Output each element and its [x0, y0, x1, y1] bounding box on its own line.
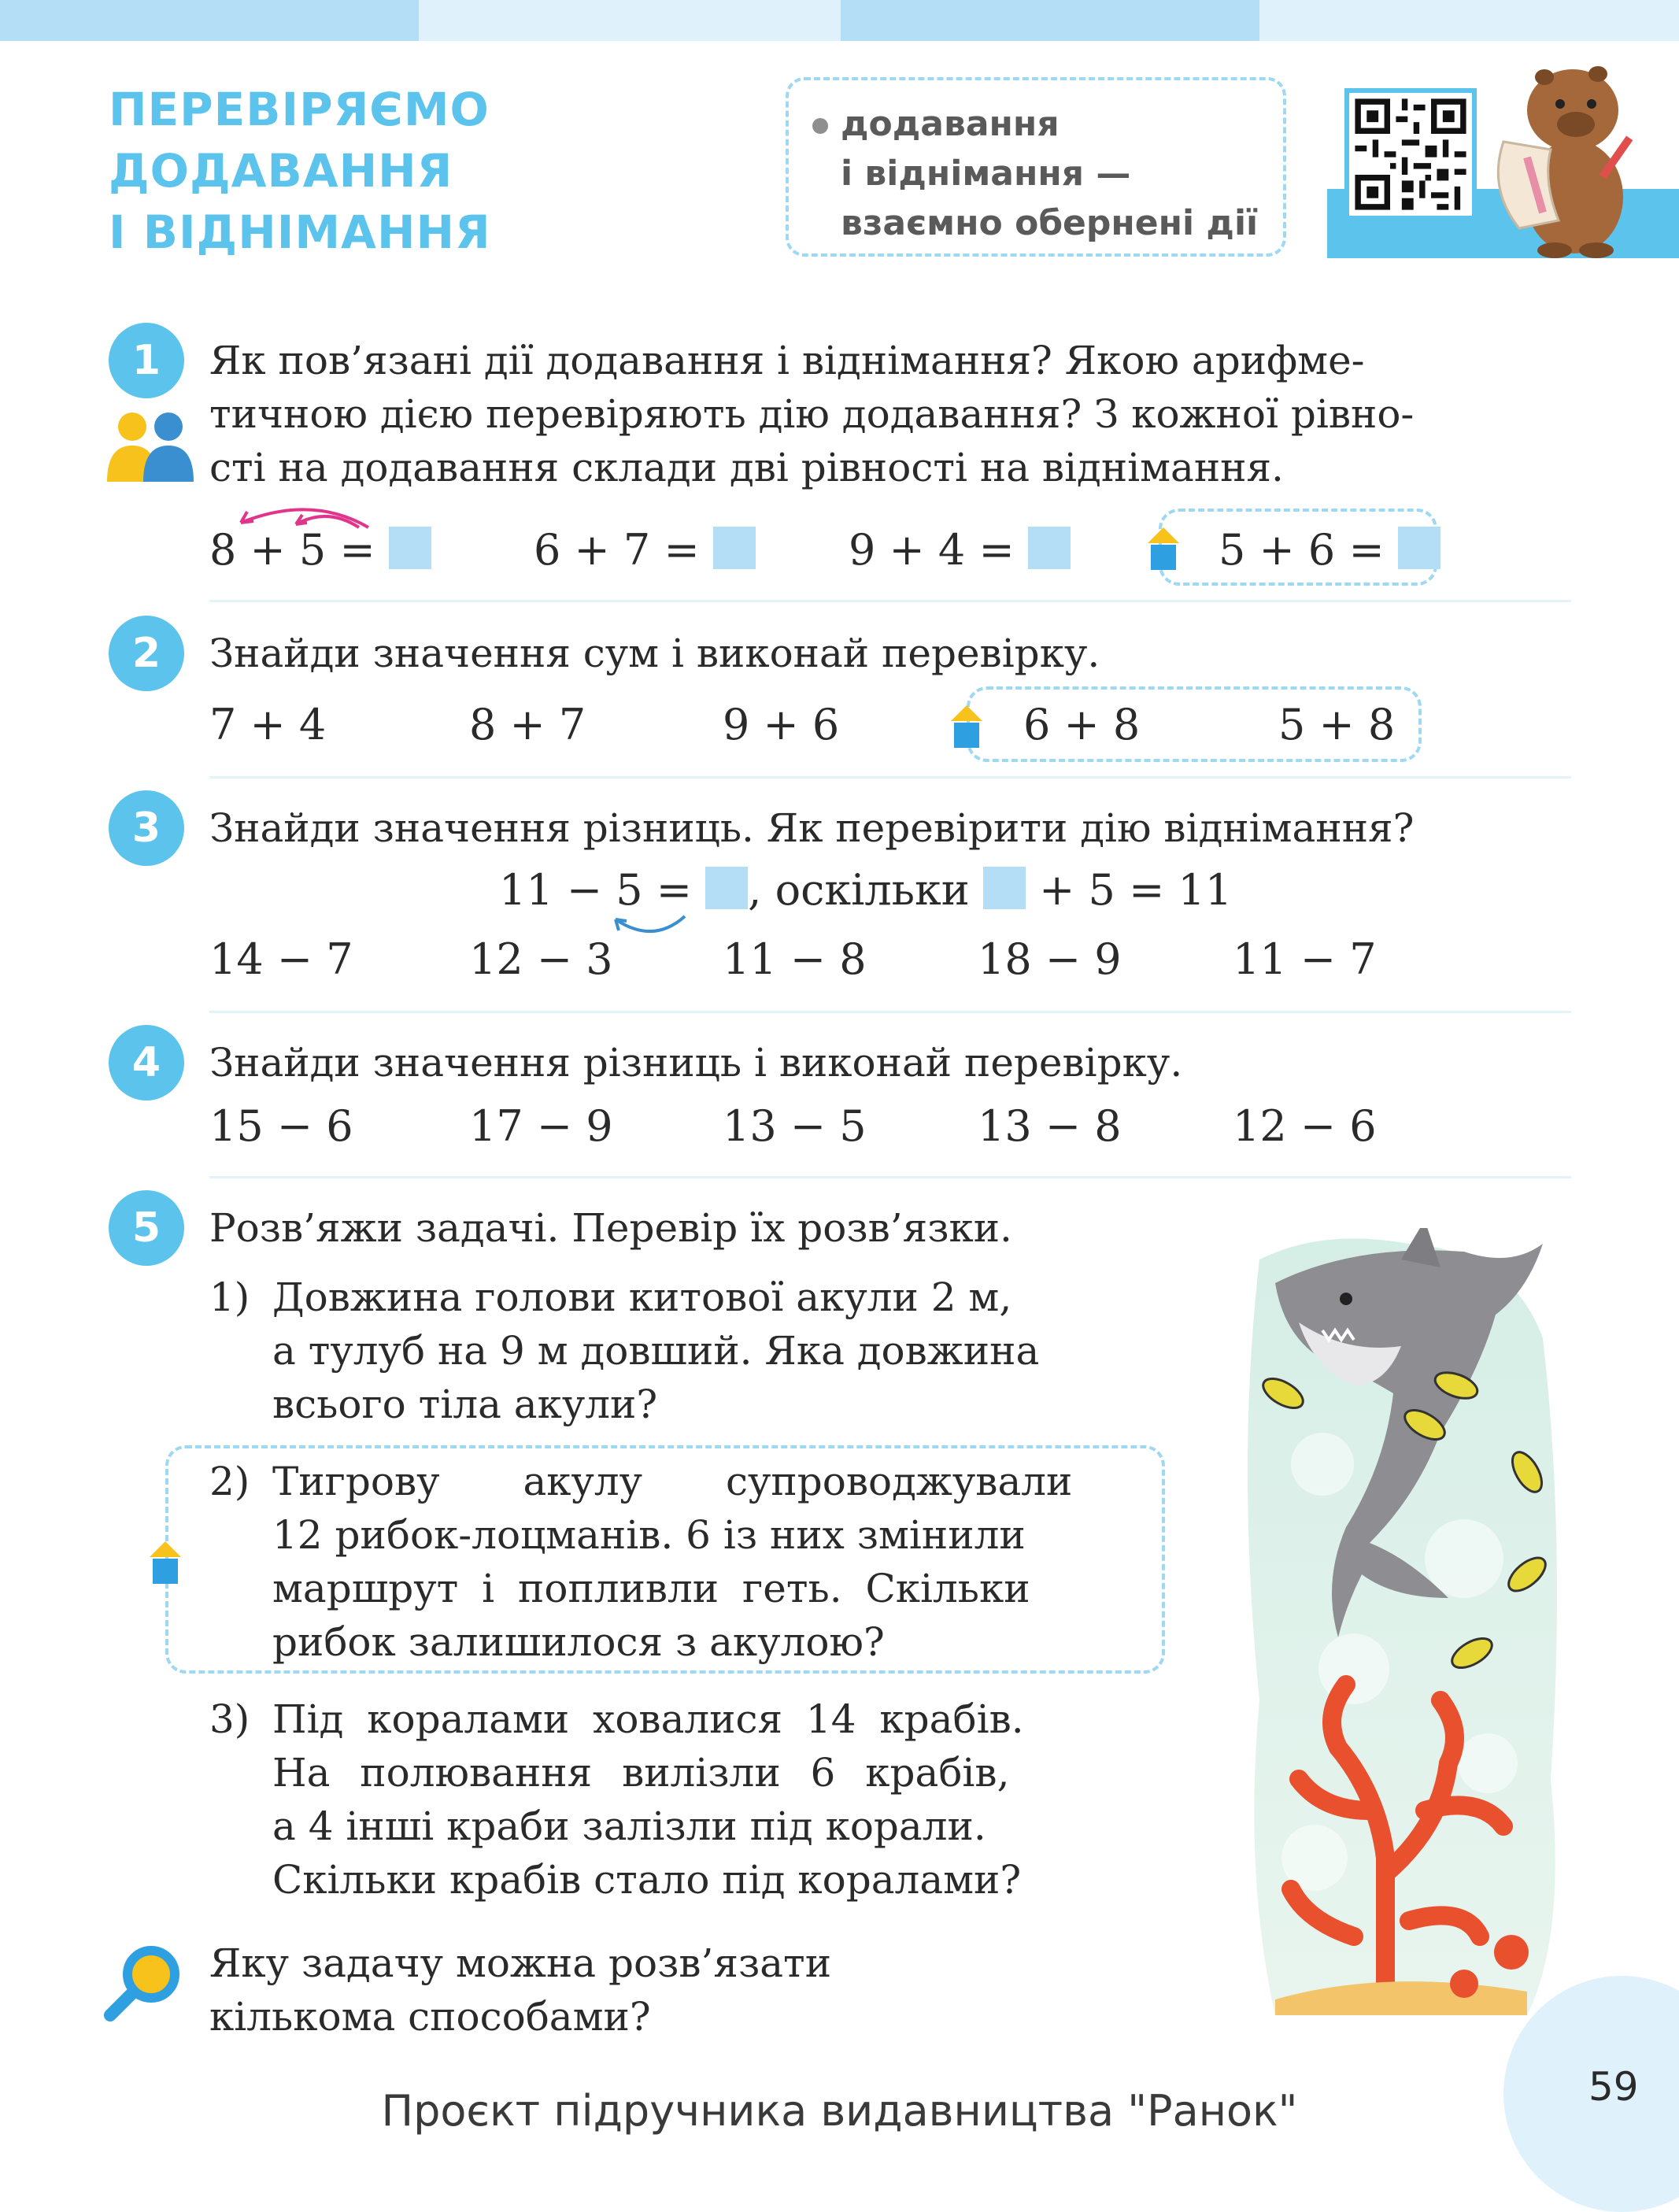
question-line-2: кількома способами? [209, 1994, 651, 2040]
answer-box[interactable] [1398, 527, 1440, 569]
pair-work-icon [104, 409, 195, 482]
divider [209, 776, 1571, 779]
task4-text: Знайди значення різниць і виконай перевірку. [209, 1040, 1183, 1086]
divider [209, 1011, 1571, 1013]
page-number: 59 [1588, 2064, 1639, 2110]
task2-expr-3: 9 + 6 [723, 700, 840, 749]
task1-text-line-3: сті на додавання склади дві рівності на віднімання. [209, 445, 1284, 490]
task1-expr-1: 8 + 5 = [209, 523, 431, 578]
task3-expr-5: 11 − 7 [1233, 934, 1377, 984]
task2-expr-4: 6 + 8 [1023, 700, 1141, 749]
magnifier-icon [102, 1943, 184, 2025]
task4-expr-1: 15 − 6 [209, 1101, 353, 1151]
task1-expr-3: 9 + 4 = [849, 523, 1071, 578]
task4-expr-2: 17 − 9 [469, 1101, 613, 1151]
answer-box[interactable] [389, 527, 431, 569]
task4-expr-5: 12 − 6 [1233, 1101, 1377, 1151]
answer-box[interactable] [983, 867, 1026, 909]
answer-box[interactable] [705, 867, 748, 909]
divider [209, 1176, 1571, 1178]
divider [209, 600, 1571, 602]
task3-expr-4: 18 − 9 [978, 934, 1122, 984]
task2-text: Знайди значення сум і виконай перевірку. [209, 631, 1100, 676]
task-number-1: 1 [109, 323, 184, 398]
answer-box[interactable] [713, 527, 756, 569]
task3-text: Знайди значення різниць. Як перевірити дію віднімання? [209, 805, 1415, 851]
page-title: ПЕРЕВІРЯЄМО ДОДАВАННЯ І ВІДНІМАННЯ [109, 83, 491, 259]
qr-code-icon[interactable] [1344, 88, 1477, 220]
task2-expr-1: 7 + 4 [209, 700, 327, 749]
top-stripe [0, 0, 1679, 41]
task2-expr-2: 8 + 7 [469, 700, 586, 749]
task4-expr-4: 13 − 8 [978, 1101, 1122, 1151]
capybara-illustration [1472, 47, 1653, 260]
task2-expr-5: 5 + 8 [1278, 700, 1396, 749]
task-number-2: 2 [109, 616, 184, 691]
bullet-dot [812, 118, 828, 134]
task5-text: Розв’яжи задачі. Перевір їх розв’язки. [209, 1205, 1012, 1251]
task1-text-line-2: тичною дією перевіряють дію додавання? З кожної рівно- [209, 391, 1415, 437]
task3-example: 11 − 5 = , оскільки + 5 = 11 [499, 865, 1233, 915]
arrow-arc [606, 912, 693, 943]
task1-text-line-1: Як пов’язані дії додавання і віднімання? Якою арифме- [209, 338, 1365, 383]
task3-expr-3: 11 − 8 [723, 934, 867, 984]
task4-expr-3: 13 − 5 [723, 1101, 867, 1151]
footer-text: Проєкт підручника видавництва "Ранок" [381, 2086, 1298, 2136]
homework-icon [1146, 526, 1181, 571]
question-line-1: Яку задачу можна розв’язати [209, 1940, 832, 1986]
shark-coral-illustration [1228, 1228, 1574, 2023]
homework-icon [148, 1540, 183, 1585]
task3-expr-1: 14 − 7 [209, 934, 353, 984]
topic-box: додавання і віднімання — взаємно обернені дії [786, 77, 1286, 257]
task1-expr-2: 6 + 7 = [534, 523, 756, 578]
task-number-4: 4 [109, 1025, 184, 1100]
task-number-3: 3 [109, 790, 184, 866]
task1-expr-4: 5 + 6 = [1219, 523, 1440, 578]
answer-box[interactable] [1028, 527, 1071, 569]
homework-icon [949, 704, 984, 749]
task-number-5: 5 [109, 1190, 184, 1266]
task3-expr-2: 12 − 3 [469, 934, 613, 984]
